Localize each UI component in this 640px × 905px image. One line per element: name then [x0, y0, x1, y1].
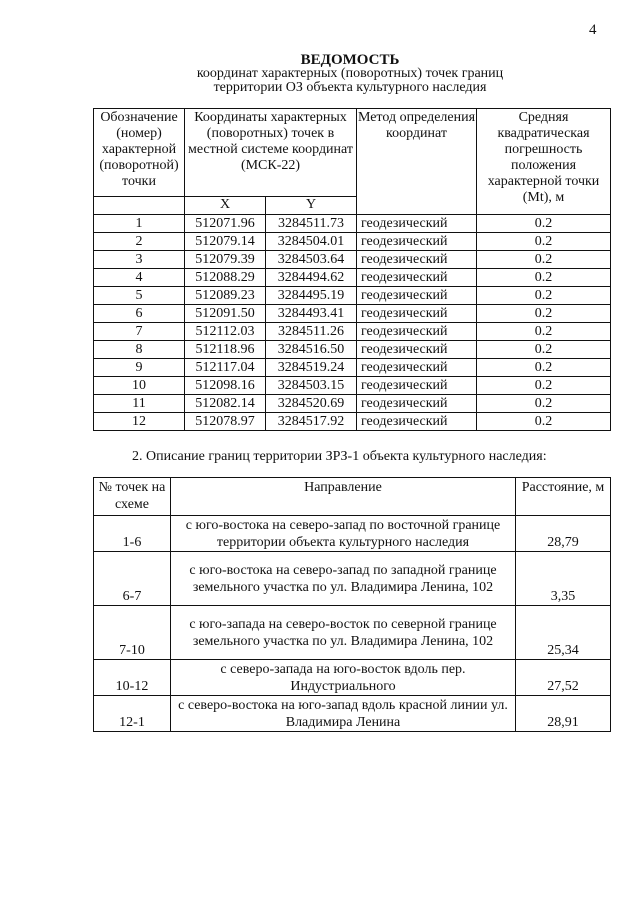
header-direction: Направление — [171, 478, 516, 516]
points-range: 12-1 — [94, 696, 171, 732]
coord-y: 3284517.92 — [266, 413, 357, 431]
table-row — [94, 233, 611, 251]
header-distance: Расстояние, м — [516, 478, 611, 516]
boundary-table — [93, 477, 611, 732]
distance: 25,34 — [516, 606, 611, 660]
distance: 3,35 — [516, 552, 611, 606]
points-range: 1-6 — [94, 516, 171, 552]
section-2-title: 2. Описание границ территории ЗРЗ-1 объекта культурного наследия: — [132, 449, 547, 464]
table-row — [94, 305, 611, 323]
coord-x: 512098.16 — [185, 377, 266, 395]
title-heading: ВЕДОМОСТЬ — [300, 52, 400, 68]
title-line-1: координат характерных (поворотных) точек границ — [196, 66, 504, 81]
coord-x: 512091.50 — [185, 305, 266, 323]
point-number: 2 — [94, 233, 185, 251]
points-range: 7-10 — [94, 606, 171, 660]
error-mt: 0.2 — [477, 359, 611, 377]
method: геодезический — [357, 377, 477, 395]
distance: 27,52 — [516, 660, 611, 696]
table-row — [94, 269, 611, 287]
method: геодезический — [357, 413, 477, 431]
coord-x: 512112.03 — [185, 323, 266, 341]
table-row — [94, 323, 611, 341]
coord-x: 512082.14 — [185, 395, 266, 413]
table-row — [94, 359, 611, 377]
error-mt: 0.2 — [477, 377, 611, 395]
coord-y: 3284503.15 — [266, 377, 357, 395]
coord-x: 512079.39 — [185, 251, 266, 269]
method: геодезический — [357, 233, 477, 251]
coord-x: 512071.96 — [185, 215, 266, 233]
method: геодезический — [357, 269, 477, 287]
coord-x: 512117.04 — [185, 359, 266, 377]
method: геодезический — [357, 287, 477, 305]
table-row — [94, 413, 611, 431]
point-number: 11 — [94, 395, 185, 413]
error-mt: 0.2 — [477, 251, 611, 269]
error-mt: 0.2 — [477, 395, 611, 413]
header-error: Средняя квадратическая погрешность положения характерной точки (Mt), м — [477, 109, 611, 215]
method: геодезический — [357, 305, 477, 323]
direction: с северо-запада на юго-восток вдоль пер. Индустриального — [171, 660, 516, 696]
table-row — [94, 660, 611, 696]
direction: с юго-востока на северо-запад по восточной границе территории объекта культурного наследия — [171, 516, 516, 552]
coord-y: 3284495.19 — [266, 287, 357, 305]
coord-y: 3284503.64 — [266, 251, 357, 269]
header-coordinates: Координаты характерных (поворотных) точек в местной системе координат (МСК-22) — [185, 109, 357, 197]
table-row — [94, 696, 611, 732]
method: геодезический — [357, 341, 477, 359]
header-blank — [94, 197, 185, 215]
table-row — [94, 341, 611, 359]
distance: 28,91 — [516, 696, 611, 732]
points-range: 6-7 — [94, 552, 171, 606]
table-row — [94, 552, 611, 606]
table-row — [94, 287, 611, 305]
method: геодезический — [357, 359, 477, 377]
method: геодезический — [357, 323, 477, 341]
coord-x: 512078.97 — [185, 413, 266, 431]
point-number: 8 — [94, 341, 185, 359]
table-row — [94, 377, 611, 395]
method: геодезический — [357, 395, 477, 413]
direction: с юго-запада на северо-восток по северной границе земельного участка по ул. Владимира Ленина, 102 — [171, 606, 516, 660]
method: геодезический — [357, 215, 477, 233]
coord-y: 3284504.01 — [266, 233, 357, 251]
table-row — [94, 606, 611, 660]
header-x: X — [185, 197, 266, 215]
point-number: 12 — [94, 413, 185, 431]
point-number: 6 — [94, 305, 185, 323]
point-number: 7 — [94, 323, 185, 341]
point-number: 1 — [94, 215, 185, 233]
coord-x: 512089.23 — [185, 287, 266, 305]
method: геодезический — [357, 251, 477, 269]
coordinates-table — [93, 108, 611, 431]
coord-y: 3284511.26 — [266, 323, 357, 341]
point-number: 10 — [94, 377, 185, 395]
header-y: Y — [266, 197, 357, 215]
error-mt: 0.2 — [477, 341, 611, 359]
error-mt: 0.2 — [477, 305, 611, 323]
coord-x: 512088.29 — [185, 269, 266, 287]
error-mt: 0.2 — [477, 323, 611, 341]
coord-y: 3284520.69 — [266, 395, 357, 413]
point-number: 5 — [94, 287, 185, 305]
table-row — [94, 395, 611, 413]
table-row — [94, 251, 611, 269]
coord-y: 3284494.62 — [266, 269, 357, 287]
direction: с юго-востока на северо-запад по западной границе земельного участка по ул. Владимира Ленина, 102 — [171, 552, 516, 606]
table-row — [94, 215, 611, 233]
coord-x: 512118.96 — [185, 341, 266, 359]
points-range: 10-12 — [94, 660, 171, 696]
error-mt: 0.2 — [477, 269, 611, 287]
header-points: № точек на схеме — [94, 478, 171, 516]
distance: 28,79 — [516, 516, 611, 552]
point-number: 3 — [94, 251, 185, 269]
coord-y: 3284516.50 — [266, 341, 357, 359]
direction: с северо-востока на юго-запад вдоль красной линии ул. Владимира Ленина — [171, 696, 516, 732]
coord-y: 3284519.24 — [266, 359, 357, 377]
point-number: 4 — [94, 269, 185, 287]
error-mt: 0.2 — [477, 215, 611, 233]
title-line-2: территории ОЗ объекта культурного наследия — [213, 80, 487, 95]
coord-y: 3284511.73 — [266, 215, 357, 233]
page-number: 4 — [589, 22, 597, 38]
error-mt: 0.2 — [477, 413, 611, 431]
point-number: 9 — [94, 359, 185, 377]
coord-x: 512079.14 — [185, 233, 266, 251]
table-row — [94, 516, 611, 552]
error-mt: 0.2 — [477, 233, 611, 251]
header-method: Метод определения координат — [357, 109, 477, 215]
header-point-number: Обозначение (номер) характерной (поворотной) точки — [94, 109, 185, 197]
document-title — [100, 53, 600, 95]
coord-y: 3284493.41 — [266, 305, 357, 323]
error-mt: 0.2 — [477, 287, 611, 305]
